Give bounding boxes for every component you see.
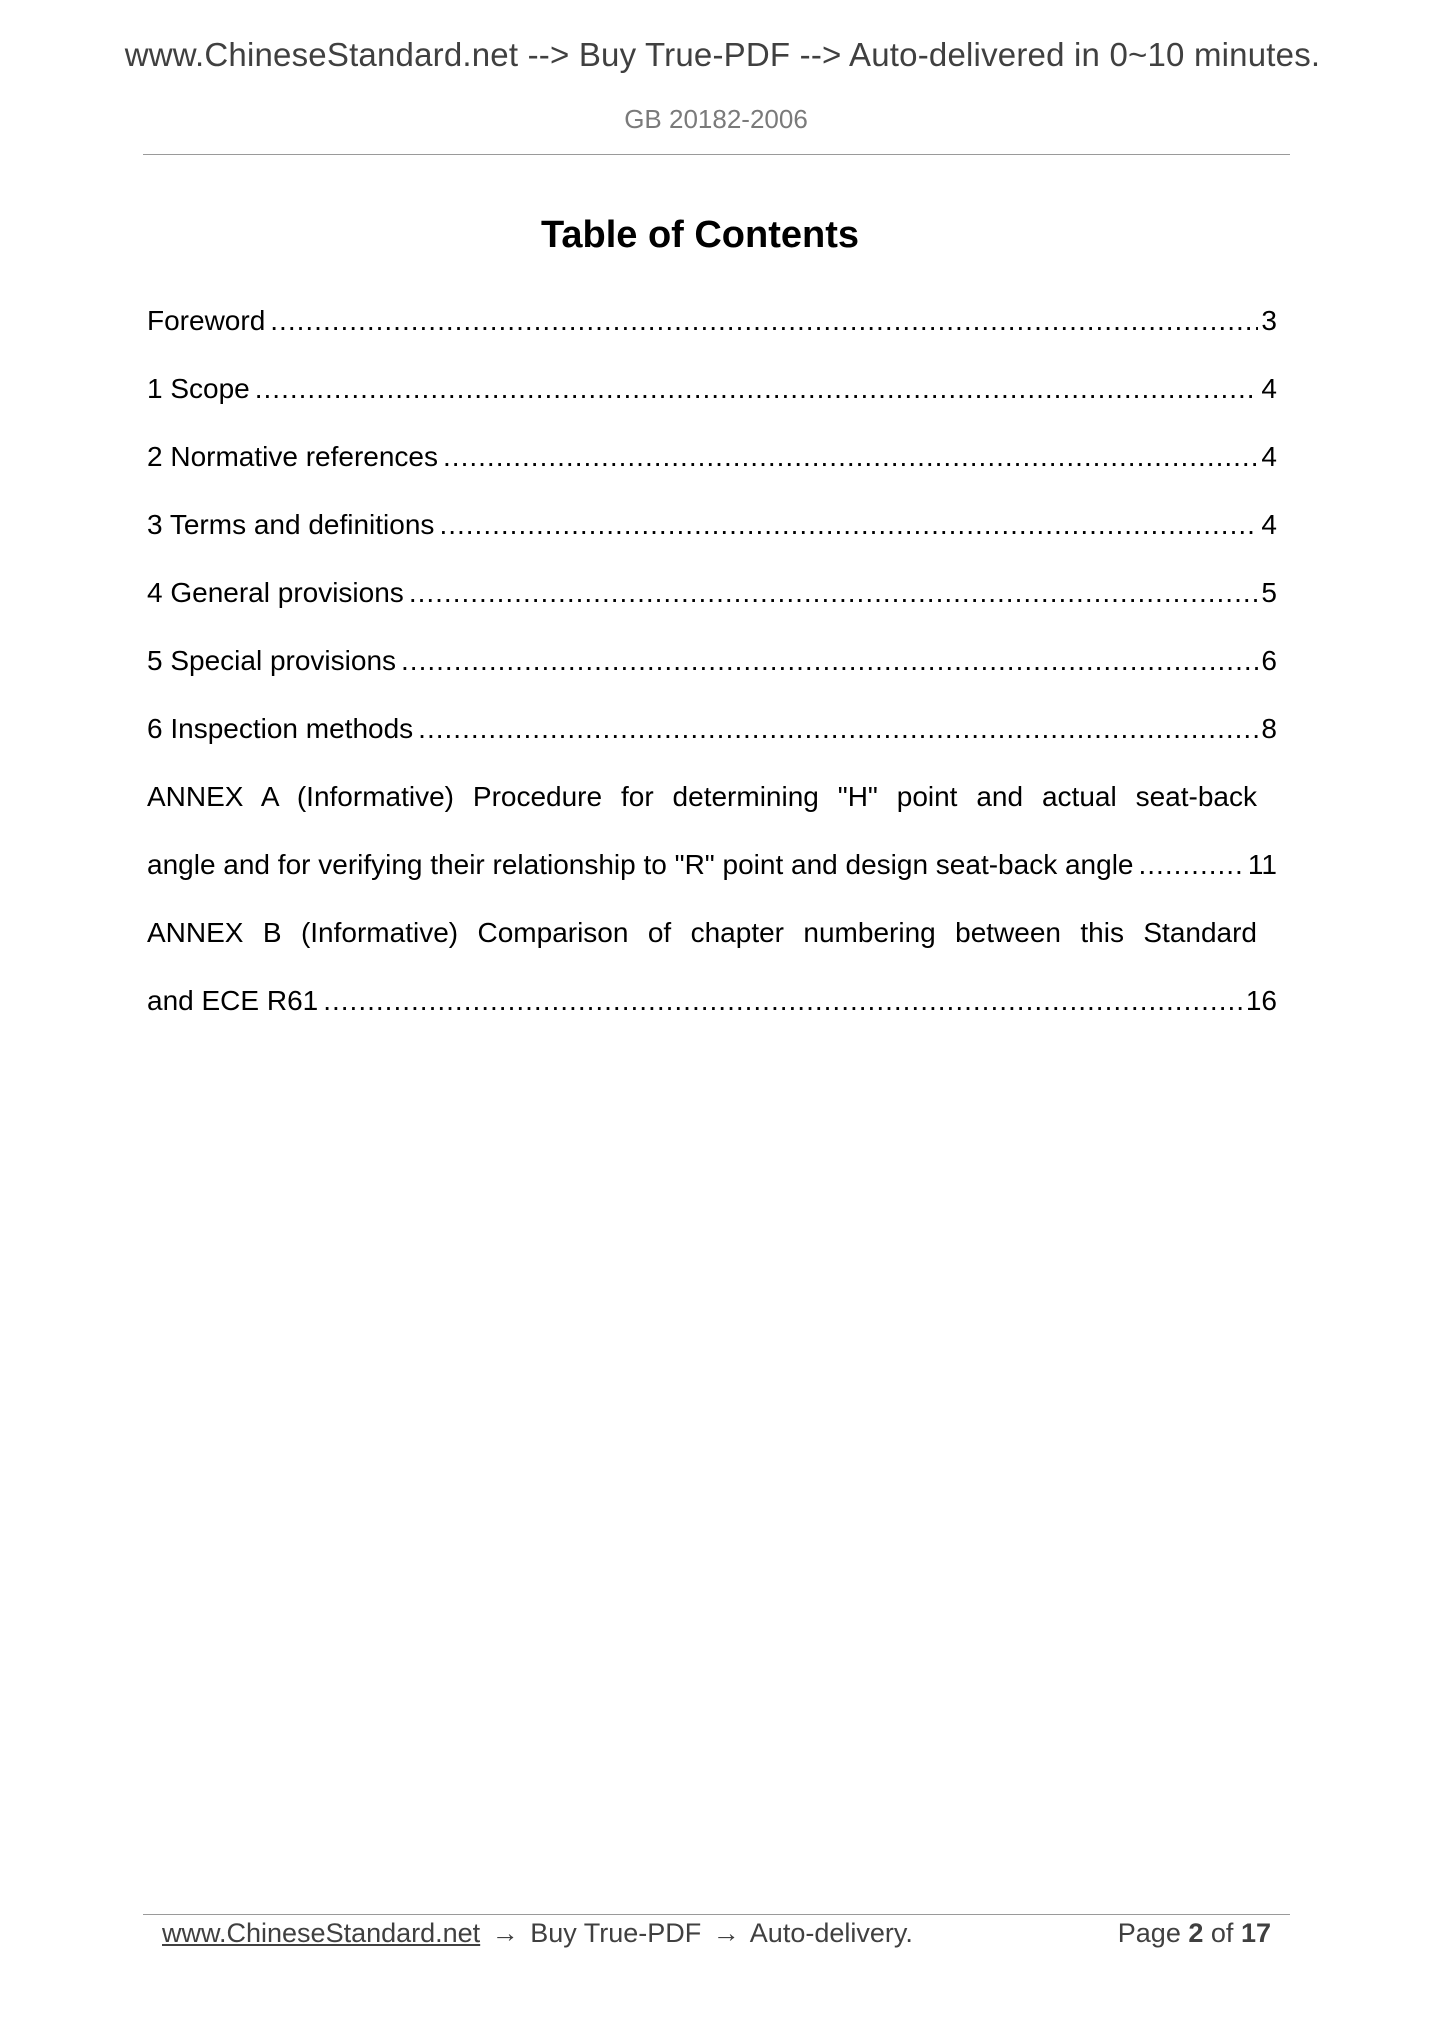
toc-entry-annex-a-line1: ANNEX A (Informative) Procedure for determining "H" point and actual seat-back	[147, 781, 1257, 812]
toc-entry-annex-a-line2	[147, 831, 1277, 899]
dot-leader	[270, 287, 1258, 355]
toc-entry-general-provisions[interactable]	[147, 559, 1277, 627]
toc-entry-label: 4 General provisions	[147, 577, 404, 608]
toc-entry-label: and ECE R61	[147, 985, 319, 1016]
arrow-right-icon: →	[712, 1918, 740, 1948]
dot-leader	[439, 491, 1258, 559]
dot-leader	[409, 559, 1259, 627]
toc-entry-annex-a[interactable]	[147, 763, 1277, 899]
footer-promo	[162, 1918, 913, 1949]
toc-entry-foreword[interactable]	[147, 287, 1277, 355]
toc-entry-label: 5 Special provisions	[147, 645, 397, 676]
toc-entry-page: 5	[1261, 577, 1277, 608]
toc-entry-special-provisions[interactable]	[147, 627, 1277, 695]
arrow-right-icon: →	[491, 1918, 519, 1948]
top-banner: www.ChineseStandard.net --> Buy True-PDF --> Auto-delivered in 0~10 minutes.	[124, 36, 1321, 73]
document-code: GB 20182-2006	[624, 104, 808, 134]
dot-leader	[443, 423, 1258, 491]
dot-leader	[1138, 831, 1244, 899]
dot-leader	[255, 355, 1259, 423]
footer-site-link[interactable]: www.ChineseStandard.net	[162, 1918, 481, 1948]
toc-entry-scope[interactable]	[147, 355, 1277, 423]
toc-entry-page: 16	[1245, 985, 1277, 1016]
toc-entry-page: 11	[1247, 849, 1277, 880]
footer-delivery-text: Auto-delivery.	[749, 1918, 913, 1948]
toc-entry-page: 3	[1261, 305, 1277, 336]
toc-entry-label: 1 Scope	[147, 373, 250, 404]
toc-entry-label: angle and for verifying their relationship to "R" point and design seat-back angle	[147, 849, 1134, 880]
toc-entry-page: 4	[1261, 441, 1277, 472]
toc-entry-annex-b[interactable]	[147, 899, 1277, 1035]
table-of-contents	[147, 287, 1277, 1035]
dot-leader	[323, 967, 1243, 1035]
page-number	[1118, 1918, 1271, 1949]
toc-entry-page: 6	[1261, 645, 1277, 676]
toc-entry-label: 3 Terms and definitions	[147, 509, 435, 540]
toc-entry-annex-b-line2	[147, 967, 1277, 1035]
toc-entry-annex-b-line1: ANNEX B (Informative) Comparison of chapter numbering between this Standard	[147, 917, 1257, 948]
page-number-of: of	[1210, 1918, 1234, 1948]
toc-title: Table of Contents	[540, 214, 860, 256]
page-number-prefix: Page	[1117, 1918, 1181, 1948]
toc-entry-page: 4	[1261, 509, 1277, 540]
footer-buy-text: Buy True-PDF	[530, 1918, 702, 1948]
toc-entry-terms-and-definitions[interactable]	[147, 491, 1277, 559]
toc-entry-label: Foreword	[147, 305, 266, 336]
toc-entry-normative-references[interactable]	[147, 423, 1277, 491]
page-number-current: 2	[1188, 1918, 1204, 1948]
footer-divider	[143, 1914, 1290, 1915]
toc-entry-label: 2 Normative references	[147, 441, 439, 472]
dot-leader	[401, 627, 1258, 695]
header-divider	[143, 154, 1290, 155]
page-number-total: 17	[1240, 1918, 1271, 1948]
dot-leader	[418, 695, 1258, 763]
toc-entry-page: 8	[1261, 713, 1277, 744]
toc-entry-label: 6 Inspection methods	[147, 713, 414, 744]
toc-entry-page: 4	[1261, 373, 1277, 404]
toc-entry-inspection-methods[interactable]	[147, 695, 1277, 763]
